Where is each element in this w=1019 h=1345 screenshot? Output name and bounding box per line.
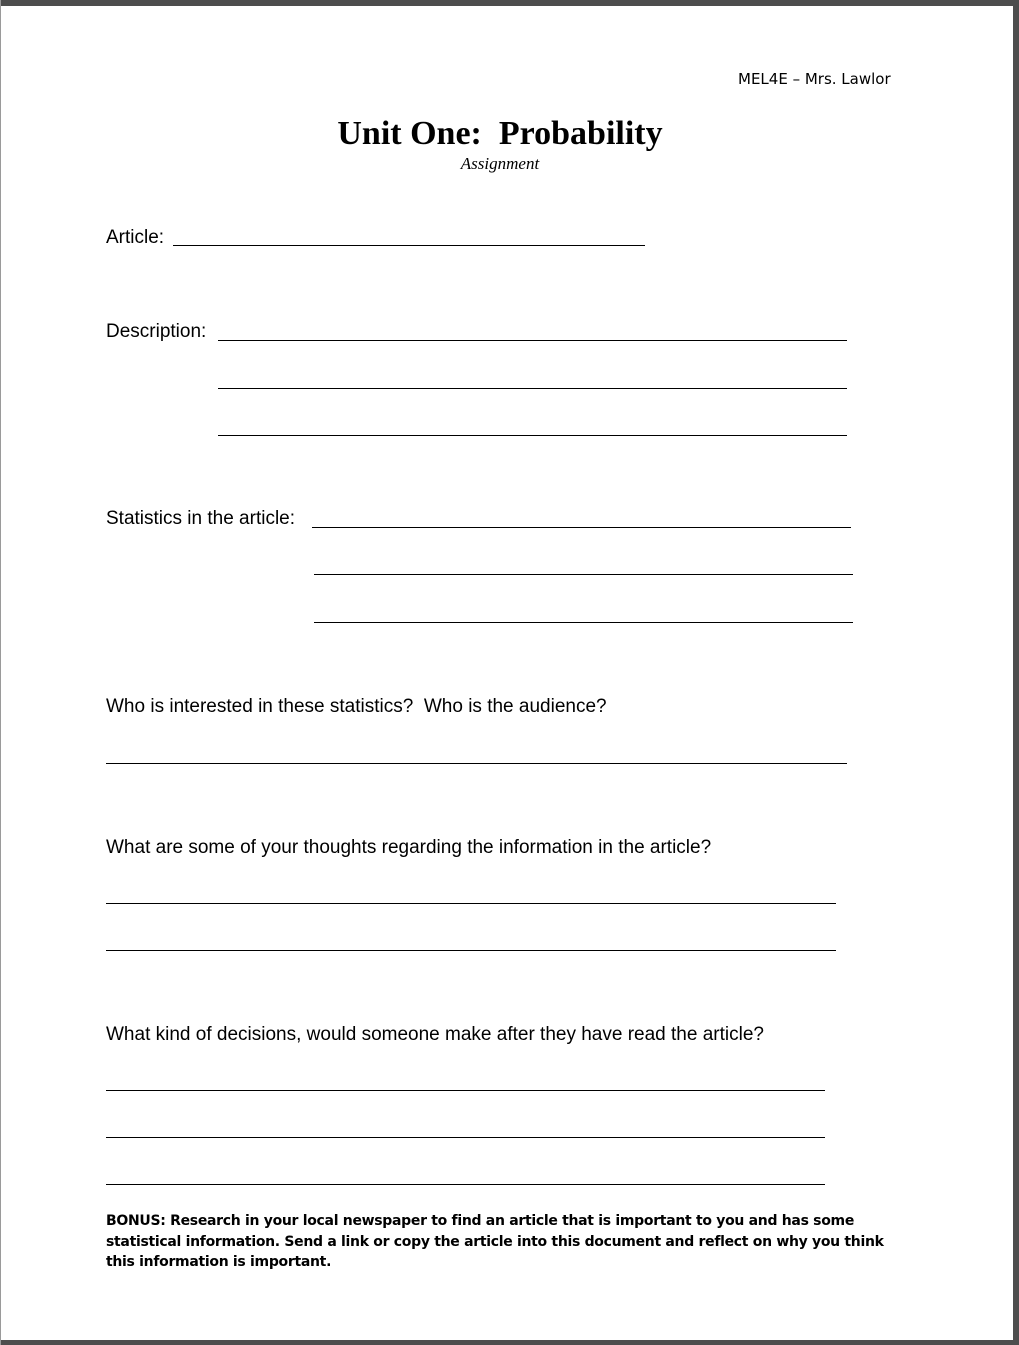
statistics-answer-line[interactable] bbox=[314, 622, 853, 623]
decisions-answer-line[interactable] bbox=[106, 1184, 825, 1185]
statistics-answer-line[interactable] bbox=[312, 527, 851, 528]
course-header: MEL4E – Mrs. Lawlor bbox=[738, 70, 891, 88]
statistics-answer-line[interactable] bbox=[314, 574, 853, 575]
page-border-left bbox=[0, 0, 1, 1345]
page-border-right bbox=[1013, 0, 1019, 1345]
decisions-question: What kind of decisions, would someone make after they have read the article? bbox=[106, 1024, 764, 1045]
decisions-answer-line[interactable] bbox=[106, 1137, 825, 1138]
page-border-top bbox=[0, 0, 1019, 6]
page-title: Unit One: Probability bbox=[337, 115, 663, 152]
page-subtitle: Assignment bbox=[460, 154, 540, 173]
thoughts-answer-line[interactable] bbox=[106, 950, 836, 951]
thoughts-answer-line[interactable] bbox=[106, 903, 836, 904]
description-answer-line[interactable] bbox=[218, 340, 847, 341]
page-border-bottom bbox=[0, 1340, 1019, 1345]
audience-question: Who is interested in these statistics? Who is the audience? bbox=[106, 696, 607, 717]
audience-answer-line[interactable] bbox=[106, 763, 847, 764]
description-answer-line[interactable] bbox=[218, 435, 847, 436]
decisions-answer-line[interactable] bbox=[106, 1090, 825, 1091]
description-answer-line[interactable] bbox=[218, 388, 847, 389]
article-answer-line[interactable] bbox=[173, 245, 645, 246]
statistics-label: Statistics in the article: bbox=[106, 508, 296, 529]
bonus-instructions: BONUS: Research in your local newspaper to find an article that is important to you and has some statistical information. Send a link or copy the article into this document and reflect on why you think this information is important. bbox=[106, 1213, 884, 1270]
description-label: Description: bbox=[106, 321, 207, 342]
thoughts-question: What are some of your thoughts regarding the information in the article? bbox=[106, 837, 712, 858]
article-label: Article: bbox=[106, 227, 165, 248]
